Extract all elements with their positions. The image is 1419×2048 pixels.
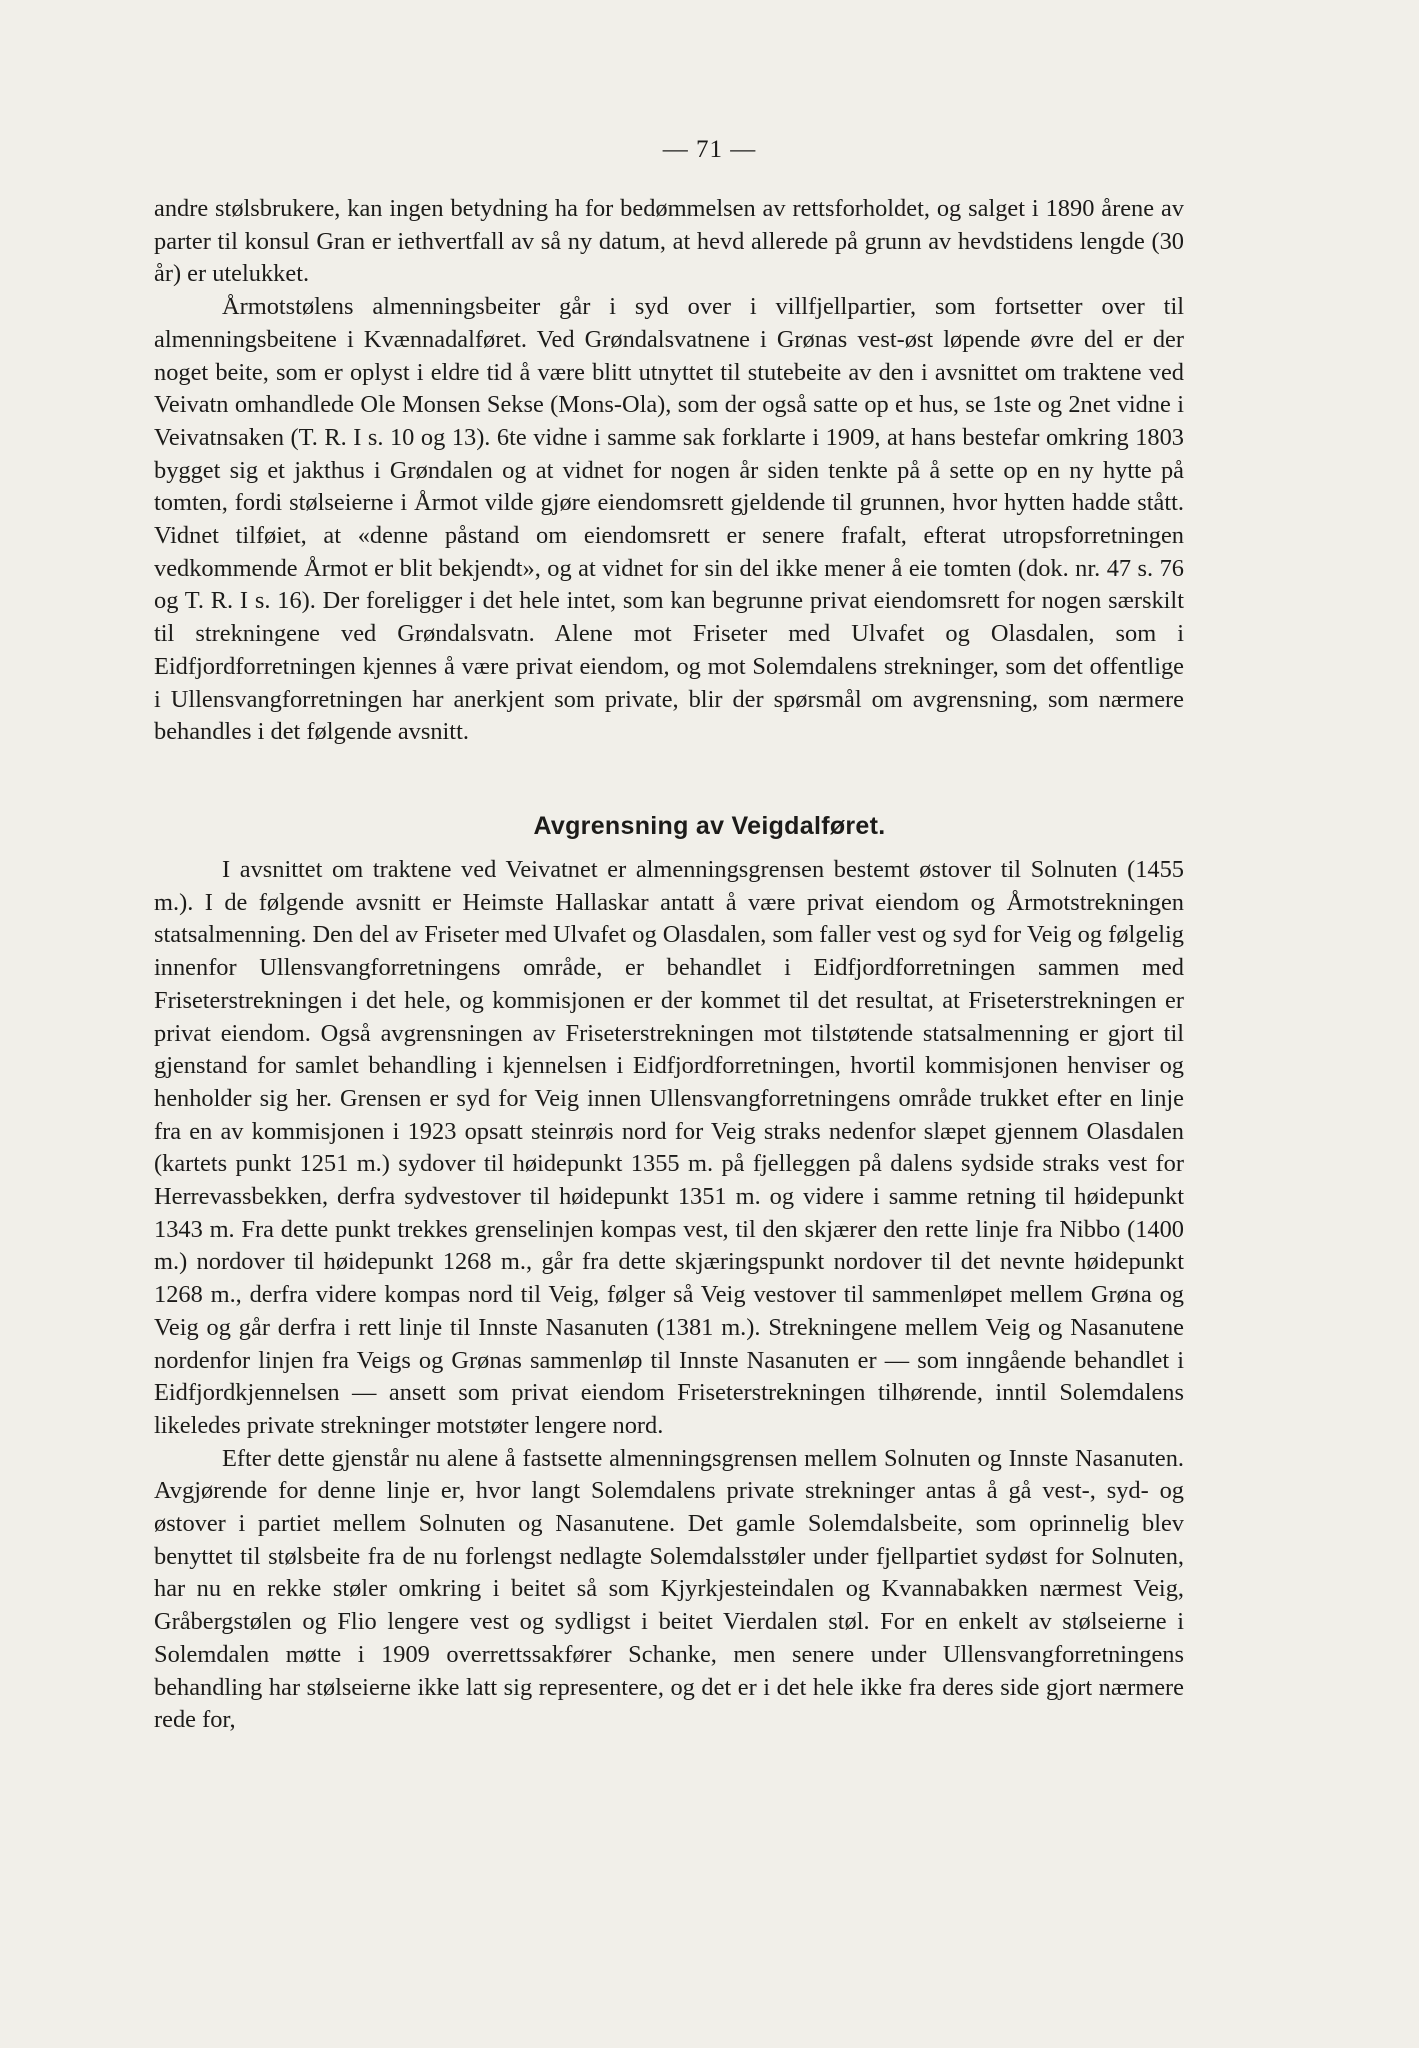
paragraph: Årmotstølens almenningsbeiter går i syd over i villfjellpartier, som fortsetter over til almenningsbeitene i Kvænnadalføret. Ved Grøndalsvatnene i Grønas vest-øst løpende øvre del er der noget beite, som er oplyst i eldre tid å være blitt utnyttet til stutebeite av den i avsnittet om traktene ved Veivatn omhandlede Ole Monsen Sekse (Mons-Ola), som der også satte op et hus, se 1ste og 2net vidne i Veivatnsaken (T. R. I s. 10 og 13). 6te vidne i samme sak forklarte i 1909, at hans bestefar omkring 1803 bygget sig et jakthus i Grøndalen og at vidnet for nogen år siden tenkte på å sette op en ny hytte på tomten, fordi stølseierne i Årmot vilde gjøre eiendomsrett gjeldende til grunnen, hvor hytten hadde stått. Vidnet tilføiet, at «denne påstand om eiendomsrett er senere frafalt, efterat utropsforretningen vedkommende Årmot er blit bekjendt», og at vidnet for sin del ikke mener å eie tomten (dok. nr. 47 s. 76 og T. R. I s. 16). Der foreligger i det hele intet, som kan begrunne privat eiendomsrett for nogen særskilt til strekningene ved Grøndalsvatn. Alene mot Friseter med Ulvafet og Olasdalen, som i Eidfjordforretningen kjennes å være privat eiendom, og mot Solemdalens strekninger, som det offentlige i Ullensvangforretningen har anerkjent som private, blir der spørsmål om avgrensning, som nærmere behandles i det følgende avsnitt. — [154, 293, 1184, 746]
paragraph: I avsnittet om traktene ved Veivatnet er almenningsgrensen bestemt østover til Solnuten (1455 m.). I de følgende avsnitt er Heimste Hallaskar antatt å være privat eiendom og Årmotstrekningen statsalmenning. Den del av Friseter med Ulvafet og Olasdalen, som faller vest og syd for Veig og følgelig innenfor Ullensvangforretningens område, er behandlet i Eidfjordforretningen sammen med Friseterstrekningen i det hele, og kommisjonen er der kommet til det resultat, at Friseterstrekningen er privat eiendom. Også avgrensningen av Friseterstrekningen mot tilstøtende statsalmenning er gjort til gjenstand for samlet behandling i kjennelsen i Eidfjordforretningen, hvortil kommisjonen henviser og henholder sig her. Grensen er syd for Veig innen Ullensvangforretningens område trukket efter en linje fra en av kommisjonen i 1923 opsatt steinrøis nord for Veig straks nedenfor slæpet gjennem Olasdalen (kartets punkt 1251 m.) sydover til høidepunkt 1355 m. på fjelleggen på dalens sydside straks vest for Herrevassbekken, derfra sydvestover til høidepunkt 1351 m. og videre i samme retning til høidepunkt 1343 m. Fra dette punkt trekkes grenselinjen kompas vest, til den skjærer den rette linje fra Nibbo (1400 m.) nordover til høidepunkt 1268 m., går fra dette skjæringspunkt nordover til det nevnte høidepunkt 1268 m., derfra videre kompas nord til Veig, følger så Veig vestover til sammenløpet mellem Grøna og Veig og går derfra i rett linje til Innste Nasanuten (1381 m.). Strekningene mellem Veig og Nasanutene nordenfor linjen fra Veigs og Grønas sammenløp til Innste Nasanuten er — som inngående behandlet i Eidfjordkjennelsen — ansett som privat eiendom Friseterstrekningen tilhørende, inntil Solemdalens likeledes private strekninger motstøter lengere nord. — [154, 856, 1184, 1439]
paragraph: Efter dette gjenstår nu alene å fastsette almenningsgrensen mellem Solnuten og Innste Nasanuten. Avgjørende for denne linje er, hvor langt Solemdalens private strekninger antas å gå vest-, syd- og østover i partiet mellem Solnuten og Nasanutene. Det gamle Solemdalsbeite, som oprinnelig blev benyttet til stølsbeite fra de nu forlengst nedlagte Solemdalsstøler under fjellpartiet sydøst for Solnuten, har nu en rekke støler omkring i beitet så som Kjyrkjesteindalen og Kvannabakken nærmest Veig, Gråbergstølen og Flio lengere vest og sydligst i beitet Vierdalen støl. For en enkelt av stølseierne i Solemdalen møtte i 1909 overrettssakfører Schanke, men senere under Ullensvangforretningens behandling har stølseierne ikke latt sig representere, og det er i det hele ikke fra deres side gjort nærmere rede for, — [154, 1444, 1184, 1734]
body-text-section-1 — [154, 193, 1184, 749]
body-text-section-2 — [154, 854, 1184, 1737]
page-number: — 71 — — [662, 136, 757, 163]
paragraph: andre stølsbrukere, kan ingen betydning ha for bedømmelsen av rettsforholdet, og salget i 1890 årene av parter til konsul Gran er iethvertfall av så ny datum, at hevd allerede på grunn av hevdstidens lengde (30 år) er utelukket. — [154, 195, 1184, 288]
section-heading: Avgrensning av Veigdalføret. — [533, 812, 886, 840]
